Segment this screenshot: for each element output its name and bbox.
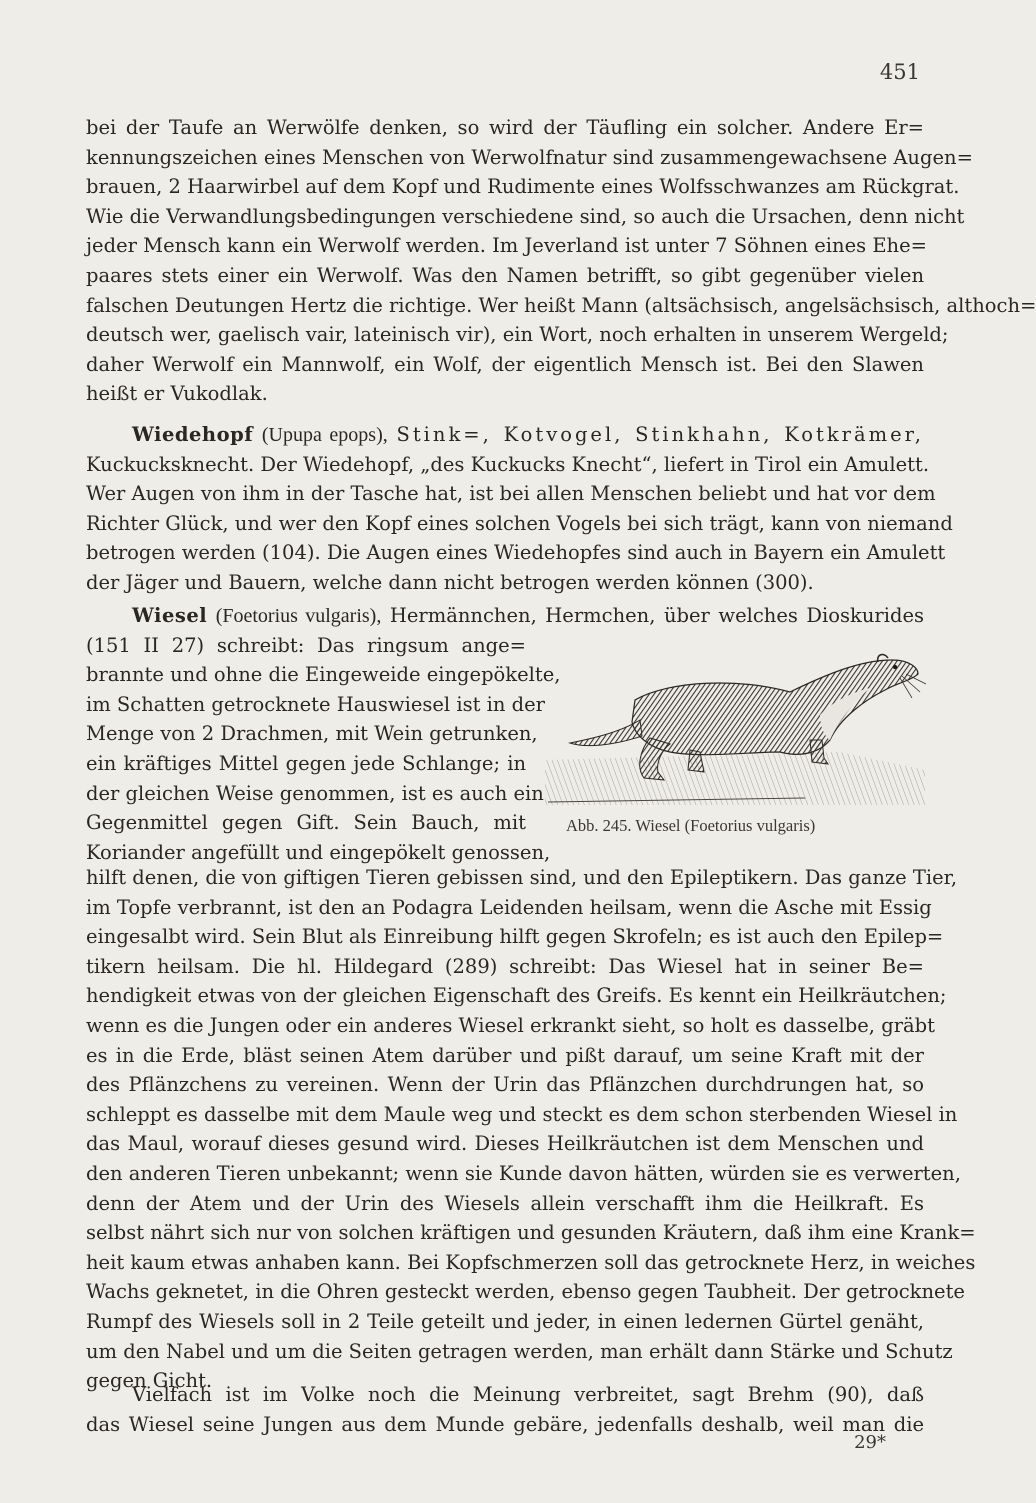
text-line: bei der Taufe an Werwölfe denken, so wird der Täufling ein solcher. Andere Er= (86, 116, 924, 139)
text-line: im Topfe verbrannt, ist den an Podagra Leidenden heilsam, wenn die Asche mit Essig (86, 895, 932, 919)
text-line: um den Nabel und um die Seiten getragen werden, man erhält dann Stärke und Schutz (86, 1339, 953, 1363)
weasel-body (632, 660, 918, 755)
text-line: daher Werwolf ein Mannwolf, ein Wolf, der eigentlich Mensch ist. Bei den Slawen (86, 352, 924, 376)
text-line: eingesalbt wird. Sein Blut als Einreibung hilft gegen Skrofeln; es ist auch den Epilep= (86, 925, 944, 949)
text-line: Wachs geknetet, in die Ohren gesteckt werden, ebenso gegen Taubheit. Der getrocknete (86, 1280, 965, 1304)
text-line: ein kräftiges Mittel gegen jede Schlange; in (86, 751, 526, 775)
weasel-illustration (540, 640, 930, 815)
text-line: es in die Erde, bläst seinen Atem darüber und pißt darauf, um seine Kraft mit der (86, 1043, 924, 1067)
werwolf-paragraph (86, 113, 1036, 409)
text-line: hilft denen, die von giftigen Tieren gebissen sind, und den Epileptikern. Das ganze Tier, (86, 866, 958, 889)
text-line: Wer Augen von ihm in der Tasche hat, ist bei allen Menschen beliebt und hat vor dem (86, 482, 936, 506)
text-line: (151 II 27) schreibt: Das ringsum ange= (86, 633, 526, 657)
page-number: 451 (879, 60, 920, 84)
text-line: Koriander angefüllt und eingepökelt genossen, (86, 840, 551, 864)
text-line: wenn es die Jungen oder ein anderes Wiesel erkrankt sieht, so holt es dasselbe, gräbt (86, 1013, 935, 1037)
brehm-paragraph (86, 1380, 924, 1439)
text-line: Richter Glück, und wer den Kopf eines solchen Vogels bei sich trägt, kann von niemand (86, 511, 953, 535)
text-line: falschen Deutungen Hertz die richtige. Wer heißt Mann (altsächsisch, angelsächsisch, althoch= (86, 293, 1036, 317)
lemma-wiesel: Wiesel (132, 604, 208, 627)
text-line: der Jäger und Bauern, welche dann nicht betrogen werden können (300). (86, 570, 814, 594)
entry-first-line (86, 601, 924, 631)
text-line: das Maul, worauf dieses gesund wird. Dieses Heilkräutchen ist dem Menschen und (86, 1132, 924, 1156)
wiesel-continuation (86, 863, 976, 1396)
text-line: des Pflänzchens zu vereinen. Wenn der Urin das Pflänzchen durchdrungen hat, so (86, 1073, 924, 1097)
lemma-wiedehopf: Wiedehopf (132, 423, 254, 446)
text-line: Kuckucksknecht. Der Wiedehopf, „des Kuckucks Knecht“, liefert in Tirol ein Amulett. (86, 452, 930, 476)
text-line: Gegenmittel gegen Gift. Sein Bauch, mit (86, 811, 526, 835)
text-line: Menge von 2 Drachmen, mit Wein getrunken, (86, 722, 538, 746)
entry-first-line (86, 420, 924, 450)
text-line: das Wiesel seine Jungen aus dem Munde gebäre, jedenfalls deshalb, weil man die (86, 1412, 924, 1436)
synonyms: Stink=, Kotvogel, Stinkhahn, Kotkrämer, (396, 423, 924, 446)
text-line: schleppt es dasselbe mit dem Maule weg und steckt es dem schon sterbenden Wiesel in (86, 1102, 958, 1126)
wiedehopf-entry (86, 420, 953, 598)
text-line: heit kaum etwas anhaben kann. Bei Kopfschmerzen soll das getrocknete Herz, in weiches (86, 1250, 976, 1274)
text-line: Wie die Verwandlungsbedingungen verschiedene sind, so auch die Ursachen, denn nicht (86, 204, 965, 228)
signature-mark: 29* (854, 1432, 886, 1453)
text-line: brannte und ohne die Eingeweide eingepökelte, (86, 663, 561, 687)
text-line: selbst nährt sich nur von solchen kräftigen und gesunden Kräutern, daß ihm eine Krank= (86, 1221, 976, 1245)
text-line: kennungszeichen eines Menschen von Werwolfnatur sind zusammengewachsene Augen= (86, 145, 973, 169)
text-line: hendigkeit etwas von der gleichen Eigenschaft des Greifs. Es kennt ein Heilkräutchen; (86, 984, 947, 1008)
text-line: paares stets einer ein Werwolf. Was den Namen betrifft, so gibt gegenüber vielen (86, 263, 924, 287)
synonyms: Hermännchen, Hermchen, über welches Dioskurides (389, 604, 924, 627)
text-line: Vielfach ist im Volke noch die Meinung verbreitet, sagt Brehm (90), daß (132, 1383, 924, 1406)
text-line: heißt er Vukodlak. (86, 382, 268, 406)
text-line: deutsch wer, gaelisch vair, lateinisch vir), ein Wort, noch erhalten in unserem Wergeld; (86, 323, 949, 347)
latin-name: (Upupa epops), (261, 424, 388, 446)
text-line: brauen, 2 Haarwirbel auf dem Kopf und Rudimente eines Wolfsschwanzes am Rückgrat. (86, 175, 960, 199)
text-line: tikern heilsam. Die hl. Hildegard (289) schreibt: Das Wiesel hat in seiner Be= (86, 954, 924, 978)
text-line: betrogen werden (104). Die Augen eines Wiedehopfes sind auch in Bayern ein Amulett (86, 541, 946, 565)
text-line: den anderen Tieren unbekannt; wenn sie Kunde davon hätten, würden sie es verwerten, (86, 1161, 961, 1185)
figure-caption: Abb. 245. Wiesel (Foetorius vulgaris) (566, 816, 816, 835)
latin-name: (Foetorius vulgaris), (215, 605, 382, 627)
text-line: denn der Atem und der Urin des Wiesels allein verschafft ihm die Heilkraft. Es (86, 1191, 924, 1215)
text-line: gegen Gicht. (86, 1369, 213, 1393)
text-line: der gleichen Weise genommen, ist es auch ein (86, 781, 544, 805)
weasel-tail (570, 720, 642, 746)
text-line: jeder Mensch kann ein Werwolf werden. Im Jeverland ist unter 7 Söhnen eines Ehe= (86, 234, 927, 258)
text-line: im Schatten getrocknete Hauswiesel ist in der (86, 692, 545, 716)
ground-hatching (545, 752, 925, 805)
text-line: Rumpf des Wiesels soll in 2 Teile geteilt und jeder, in einen ledernen Gürtel genäht, (86, 1309, 924, 1333)
